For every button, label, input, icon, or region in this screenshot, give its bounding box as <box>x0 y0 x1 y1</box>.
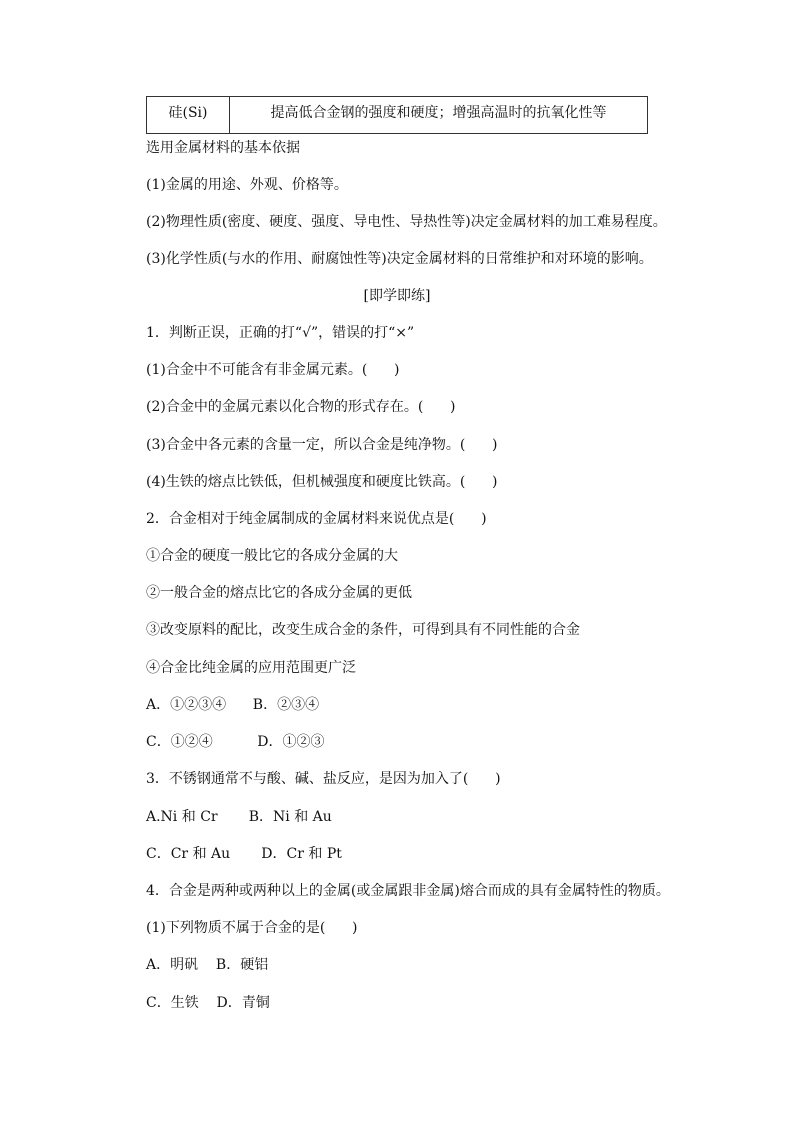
question-3-choices-cd: C．Cr 和 Au D．Cr 和 Pt <box>146 846 342 862</box>
effect-cell: 提高低合金钢的强度和硬度；增强高温时的抗氧化性等 <box>230 97 648 134</box>
element-cell: 硅(Si) <box>147 97 230 134</box>
basis-item-2: (2)物理性质(密度、硬度、强度、导电性、导热性等)决定金属材料的加工难易程度。 <box>146 214 667 230</box>
question-2-choices-ab: A．①②③④ B．②③④ <box>146 697 320 713</box>
question-4-choices-cd: C．生铁 D．青铜 <box>146 995 270 1011</box>
question-1-stem: 1．判断正误，正确的打“√”，错误的打“×” <box>146 325 415 341</box>
question-4-stem: 4．合金是两种或两种以上的金属(或金属跟非金属)熔合而成的具有金属特性的物质。 <box>146 883 670 899</box>
question-2-stem: 2．合金相对于纯金属制成的金属材料来说优点是( ) <box>146 511 487 527</box>
basis-item-1: (1)金属的用途、外观、价格等。 <box>146 177 348 193</box>
section-heading: 选用金属材料的基本依据 <box>146 140 300 156</box>
question-4-choices-ab: A．明矾 B．硬铝 <box>146 957 269 973</box>
table-row <box>147 97 648 134</box>
practice-title: [即学即练] <box>363 288 431 304</box>
question-2-choices-cd: C．①②④ D．①②③ <box>146 734 325 750</box>
alloy-element-table <box>146 96 648 134</box>
question-1-statement-3: (3)合金中各元素的含量一定，所以合金是纯净物。( ) <box>146 437 498 453</box>
question-1-statement-4: (4)生铁的熔点比铁低，但机械强度和硬度比铁高。( ) <box>146 474 498 490</box>
question-2-option-2: ②一般合金的熔点比它的各成分金属的更低 <box>146 585 412 601</box>
question-1-statement-1: (1)合金中不可能含有非金属元素。( ) <box>146 362 400 378</box>
question-2-option-1: ①合金的硬度一般比它的各成分金属的大 <box>146 548 398 564</box>
question-2-option-4: ④合金比纯金属的应用范围更广泛 <box>146 660 356 676</box>
question-1-statement-2: (2)合金中的金属元素以化合物的形式存在。( ) <box>146 399 456 415</box>
question-4-sub-1: (1)下列物质不属于合金的是( ) <box>146 920 358 936</box>
question-3-stem: 3．不锈钢通常不与酸、碱、盐反应，是因为加入了( ) <box>146 771 501 787</box>
question-2-option-3: ③改变原料的配比，改变生成合金的条件，可得到具有不同性能的合金 <box>146 622 580 638</box>
question-3-choices-ab: A.Ni 和 Cr B．Ni 和 Au <box>146 809 332 825</box>
basis-item-3: (3)化学性质(与水的作用、耐腐蚀性等)决定金属材料的日常维护和对环境的影响。 <box>146 251 653 267</box>
